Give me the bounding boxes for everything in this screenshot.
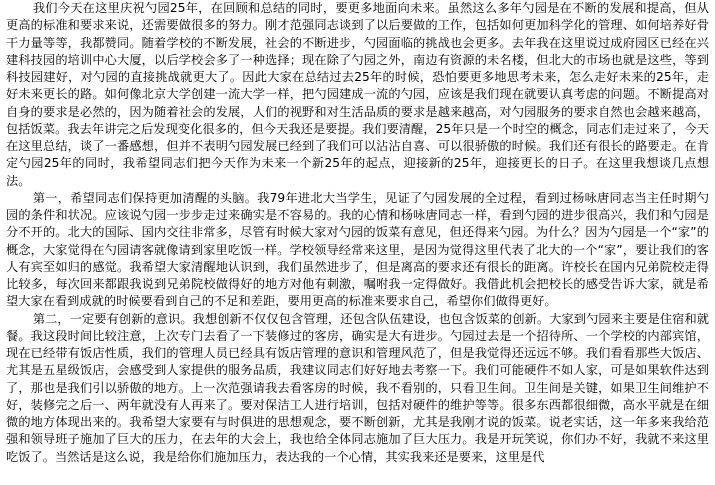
paragraph-first-point: 第一，希望同志们保持更加清醒的头脑。我79年进北大当学生，见证了勺园发展的全过程，看到过杨咏唐同志当主任时期勺园的条件和状况。应该说勺园一步步走过来确实是不容易的。我的心情和杨咏唐同志一样，看到勺园的进步很高兴，我们和勺园是分不开的。北大的国际、国内交往非常多，尽管有时候大家对勺园的饭菜有意见，但还得来勺园。为什么？因为勺园是一个“家”的概念，大家觉得在勺园请客就像请到家里吃饭一样。学校领导经常来这里，是因为觉得这里代表了北大的一个“家”，要让我们的客人有宾至如归的感觉。我希望大家清醒地认识到，我们虽然进步了，但是离高的要求还有很长的距离。许校长在国内兄弟院校走得比较多，每次回来都跟我说到兄弟院校做得好的地方对他有刺激，嘱咐我一定得做好。我借此机会把校长的感受告诉大家，就是希望大家在看到成就的时候要看到自己的不足和差距，要用更高的标准来要求自己，希望你们做得更好。 bbox=[6, 190, 709, 309]
paragraph-intro: 我们今天在这里庆祝勺园25年，在回顾和总结的同时，要更多地面向未来。虽然这么多年勺园是在不断的发展和提高，但从更高的标准和要求来说，还需要做很多的努力。刚才范强同志谈到了以后要做的工作，包括如何更加科学化的管理、如何培养好骨干力量等等，我都赞同。随着学校的不断发展，社会的不断进步，勺园面临的挑战也会更多。去年我在这里说过成府园区已经在兴建科技园的培训中心大厦，以后学校会多了一种选择；现在除了勺园之外，南边有资源的未名楼，但北大的市场也就是这些，等到科技园建好，对勺园的直接挑战就更大了。因此大家在总结过去25年的时候，恐怕要更多地思考未来，怎么走好未来的25年，走好未来更长的路。如何像北京大学创建一流大学一样，把勺园建成一流的勺园，应该是我们现在就要认真考虑的问题。不断提高对自身的要求是必然的，因为随着社会的发展，人们的视野和对生活品质的要求是越来越高，对勺园服务的要求自然也会越来越高，包括饭菜。我去年讲完之后发现变化很多的，但今天我还是要提。我们要清醒，25年只是一个时空的概念，同志们走过来了，今天在这里总结，谈了一番感想，但并不表明勺园发展已经到了我们可以沾沾自喜、可以很骄傲的时候。我们还有很长的路要走。在肯定勺园25年的同时，我希望同志们把今天作为未来一个新25年的起点，迎接新的25年，迎接更长的日子。在这里我想谈几点想法。 bbox=[6, 1, 709, 188]
paragraph-second-point: 第二，一定要有创新的意识。我想创新不仅仅包含管理，还包含队伍建设，也包含饭菜的创新。大家到勺园来主要是住宿和就餐。我这段时间比较注意，上次专门去看了一下装修过的客房，确实是大有进步。勺园过去是一个招待所、一个学校的内部宾馆，现在已经带有饭店性质，我们的管理人员已经具有饭店管理的意识和管理风范了，但是我觉得还远远不够。我们看看那些大饭店、尤其是五星级饭店，会感受到人家提供的服务品质，我建议同志们好好地去考察一下。我们可能硬件不如人家，可是如果软件达到了，那也是我们引以骄傲的地方。上一次范强请我去看客房的时候，我不看别的，只看卫生间。卫生间是关键，如果卫生间维护不好，装修完之后一、两年就没有人再来了。要对保洁工人进行培训，包括对硬件的维护等等。很多东西都很细微，高水平就是在细微的地方体现出来的。我希望大家要有与时俱进的思想观念，要不断创新，尤其是我刚才说的饭菜。说老实话，这一年多来我给范强和领导班子施加了巨大的压力，在去年的大会上，我也给全体同志施加了巨大压力。我是开玩笑说，你们办不好，我就不来这里吃饭了。当然话是这么说，我是给你们施加压力，表达我的一个心情，其实我来还是要来，这里是代 bbox=[6, 311, 709, 464]
